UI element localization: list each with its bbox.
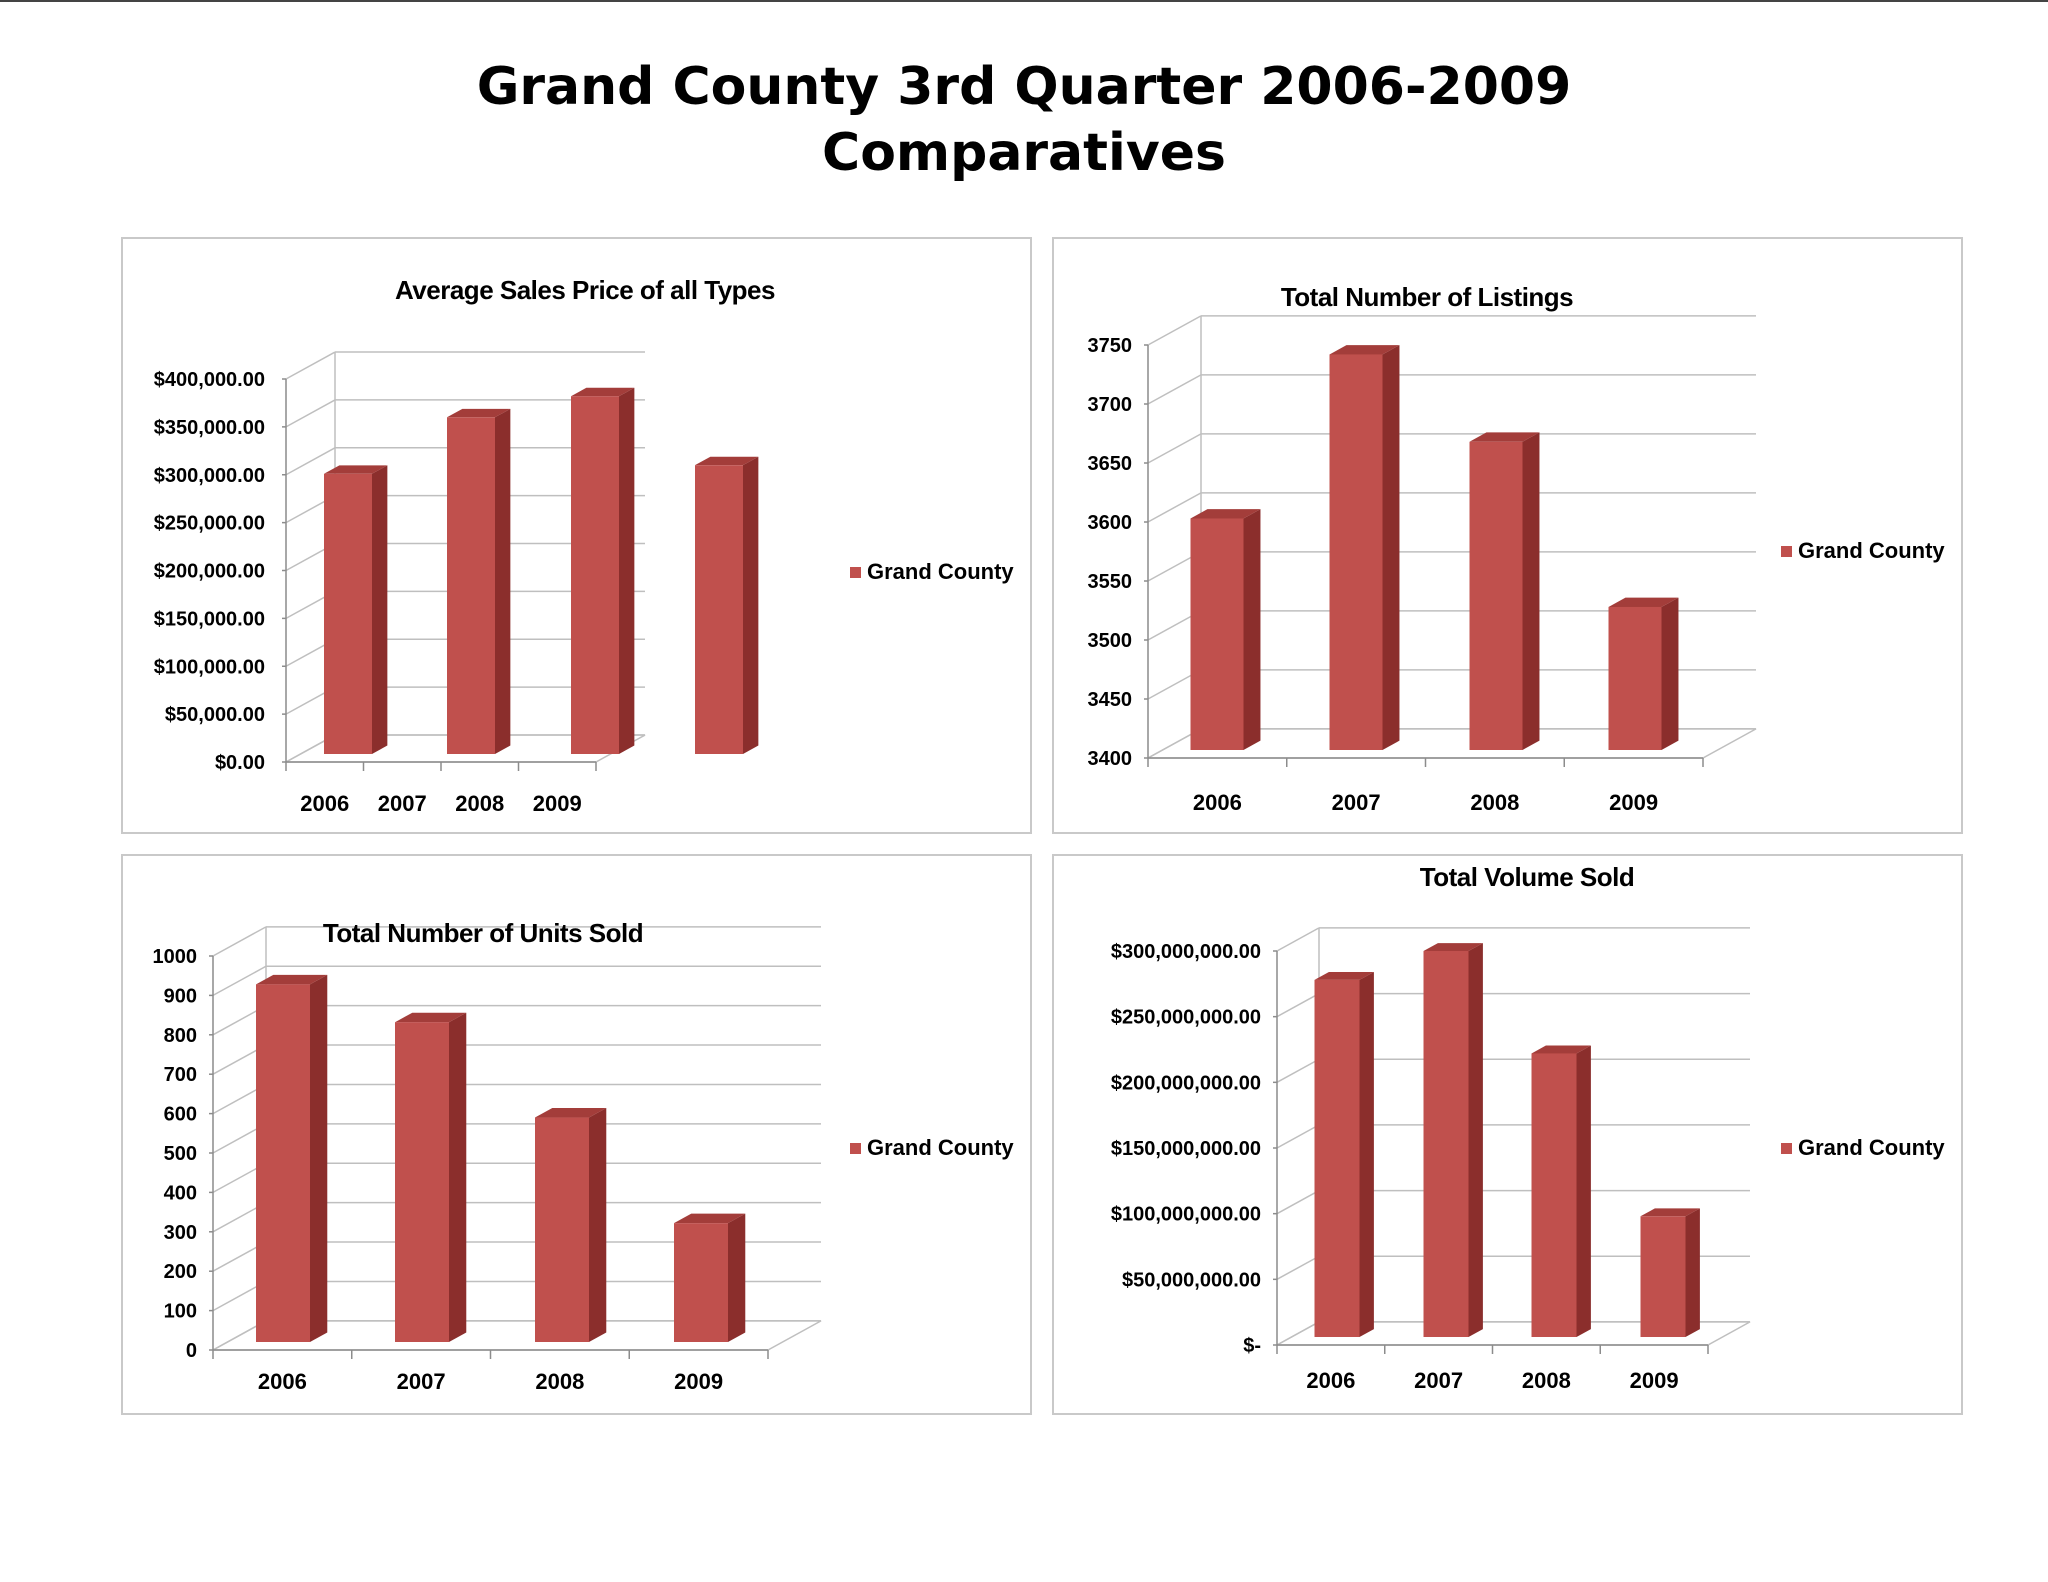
bar-side [1469,943,1483,1337]
bar [535,1118,589,1342]
legend-label: Grand County [1798,538,1945,563]
y-tick-label: 3750 [1087,335,1132,357]
gridline-side [213,927,266,956]
gridline-side [286,352,335,379]
chart-title: Total Number of Listings [1280,282,1574,312]
y-tick-label: $250,000.00 [153,512,265,535]
gridline-side [1148,434,1201,463]
y-tick-label: 3400 [1087,748,1132,770]
bar [447,417,495,754]
legend-swatch [850,1143,861,1154]
chart-panel-total-listings [1052,237,1963,834]
x-tick-label: 2008 [455,791,505,816]
gridline-side [1148,316,1201,345]
x-tick-label: 2008 [1521,1368,1571,1393]
bar-side [1577,1046,1591,1337]
bar [1641,1216,1686,1337]
bar-side [310,975,327,1342]
y-tick-label: 500 [163,1143,197,1165]
x-tick-label: 2007 [377,791,427,816]
bar [395,1022,449,1342]
x-tick-label: 2008 [1470,790,1520,815]
y-tick-label: 3700 [1087,394,1132,416]
bar [1191,518,1244,750]
y-tick-label: 700 [163,1064,197,1087]
bar [674,1223,728,1342]
chart-title: Average Sales Price of all Types [395,275,775,305]
chart-panel-units-sold [121,854,1032,1415]
y-tick-label: $50,000,000.00 [1121,1269,1261,1292]
bar-side [1523,432,1540,750]
x-tick-label: 2006 [257,1369,307,1394]
y-tick-label: $150,000,000.00 [1110,1138,1261,1160]
y-tick-label: 400 [163,1182,197,1205]
y-tick-label: $250,000,000.00 [1110,1006,1261,1029]
gridline-side [1277,1125,1319,1148]
y-tick-label: $150,000.00 [153,608,265,631]
chart-average-sales-price [123,239,1030,832]
y-tick-label: 3650 [1087,453,1132,475]
bar [1424,951,1469,1337]
gridline-side [286,400,335,427]
y-tick-label: 100 [163,1300,197,1323]
y-tick-label: $300,000,000.00 [1110,941,1261,963]
y-tick-label: 600 [163,1103,197,1126]
chart-total-listings [1054,239,1961,832]
bar-side [619,388,634,754]
gridline-side [1277,1059,1319,1082]
page-title-line-1: Grand County 3rd Quarter 2006-2009 [476,57,1572,117]
y-tick-label: 3500 [1087,630,1132,652]
bar [324,474,372,754]
legend-swatch [1781,1143,1792,1154]
gridline-side [286,448,335,475]
y-tick-label: 800 [163,1024,197,1047]
legend-label: Grand County [867,559,1014,584]
gridline-side [1277,1256,1319,1279]
y-tick-label: $100,000.00 [153,656,265,679]
x-tick-label: 2009 [532,791,582,816]
x-tick-label: 2007 [396,1369,446,1394]
y-tick-label: 3550 [1087,571,1132,593]
chart-panel-average-sales-price [121,237,1032,834]
y-tick-label: $400,000.00 [153,369,265,391]
y-tick-label: $350,000.00 [153,416,265,439]
page-title-line-2: Comparatives [822,123,1226,183]
x-tick-label: 2008 [535,1369,585,1394]
bar-side [1662,598,1679,750]
gridline-side [1277,928,1319,951]
bar-side [589,1108,606,1342]
y-tick-label: $100,000,000.00 [1110,1203,1261,1226]
x-tick-label: 2006 [1192,790,1242,815]
gridline-side [1277,994,1319,1017]
legend-label: Grand County [1798,1135,1945,1160]
x-tick-label: 2009 [674,1369,724,1394]
bar-side [743,457,758,754]
y-tick-label: $300,000.00 [153,464,265,487]
bar [695,465,743,754]
y-tick-label: $50,000.00 [164,704,265,727]
x-tick-label: 2007 [1331,790,1381,815]
top-rule [0,0,2048,2]
bar-side [1244,509,1261,750]
legend-swatch [1781,546,1792,557]
bar-side [1383,345,1400,750]
chart-total-volume [1054,856,1961,1413]
bar [1330,354,1383,750]
chart-title: Total Volume Sold [1419,862,1635,892]
x-tick-label: 2009 [1609,790,1659,815]
gridline-side [1277,1191,1319,1214]
bar-side [1360,972,1374,1337]
y-tick-label: 900 [163,985,197,1008]
chart-title: Total Number of Units Sold [322,918,644,948]
y-tick-label: 3450 [1087,689,1132,711]
y-tick-label: 0 [185,1340,197,1362]
bar-side [449,1013,466,1342]
bar-side [728,1214,745,1342]
y-tick-label: 200 [163,1261,197,1284]
bar-side [372,465,387,754]
legend-swatch [850,567,861,578]
y-tick-label: $- [1243,1335,1261,1357]
y-tick-label: 1000 [152,946,197,968]
bar [1315,980,1360,1337]
bar [1470,442,1523,750]
bar [571,396,619,754]
y-tick-label: $0.00 [214,752,265,774]
x-tick-label: 2009 [1629,1368,1679,1393]
chart-panel-total-volume [1052,854,1963,1415]
y-tick-label: $200,000,000.00 [1110,1072,1261,1095]
x-tick-label: 2006 [1306,1368,1356,1393]
bar [1532,1053,1577,1337]
x-tick-label: 2006 [300,791,350,816]
y-tick-label: $200,000.00 [153,560,265,583]
gridline-side [1148,375,1201,404]
bar [1609,607,1662,750]
y-tick-label: 300 [163,1221,197,1244]
bar [256,984,310,1342]
y-tick-label: 3600 [1087,512,1132,534]
x-tick-label: 2007 [1414,1368,1464,1393]
chart-units-sold [123,856,1030,1413]
legend-label: Grand County [867,1135,1014,1160]
bar-side [495,409,510,754]
bar-side [1686,1208,1700,1337]
